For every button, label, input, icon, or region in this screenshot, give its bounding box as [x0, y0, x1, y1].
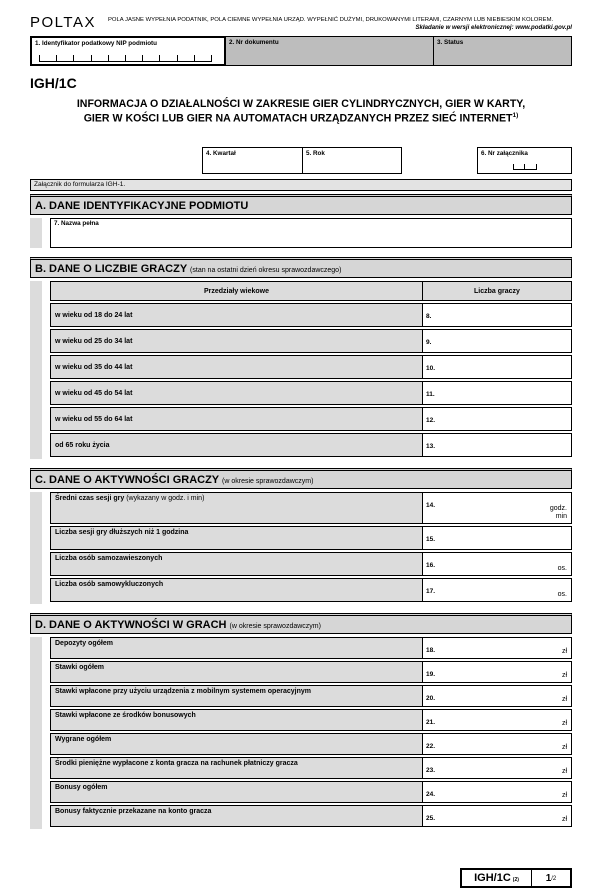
section-d-title: D. DANE O AKTYWNOŚCI W GRACH	[35, 619, 227, 632]
nip-field-label: 1. Identyfikator podatkowy NIP podmiotu	[35, 40, 157, 47]
footer-form-code: IGH/1C (2)	[462, 870, 532, 886]
row-label: w wieku od 18 do 24 lat	[50, 303, 423, 327]
row-label: Liczba sesji gry dłuższych niż 1 godzina	[50, 526, 423, 550]
table-row	[50, 781, 572, 803]
poltax-logo: POLTAX	[30, 14, 96, 31]
table-row	[50, 578, 572, 602]
year-label: 5. Rok	[306, 150, 325, 158]
row-label: Stawki wpłacone przy użyciu urządzenia z mobilnym systemem operacyjnym	[50, 685, 423, 707]
table-row	[50, 805, 572, 827]
field-unit: zł	[561, 696, 567, 704]
row-label: Bonusy faktycznie przekazane na konto gracza	[50, 805, 423, 827]
field-number: 8.	[426, 313, 432, 321]
row-value-field[interactable]	[422, 733, 572, 755]
efiling-note: Składanie w wersji elektronicznej: www.podatki.gov.pl	[415, 24, 572, 31]
row-value-field[interactable]	[422, 661, 572, 683]
footer-page-indicator: 1 /2	[545, 872, 557, 884]
field-unit: godz. min	[549, 504, 567, 521]
row-value-field[interactable]	[422, 781, 572, 803]
row-value-field[interactable]	[422, 578, 572, 602]
section-c-header	[30, 468, 572, 489]
row-label: Środki pieniężne wypłacone z konta gracza na rachunek płatniczy gracza	[50, 757, 423, 779]
row-label: Stawki wpłacone ze środków bonusowych	[50, 709, 423, 731]
left-margin-strip	[30, 218, 42, 248]
table-row	[50, 661, 572, 683]
left-margin-strip	[30, 492, 42, 604]
table-row	[50, 733, 572, 755]
section-c-subtitle: (w okresie sprawozdawczym)	[222, 478, 314, 486]
section-b-body	[30, 278, 572, 465]
form-title-line1: INFORMACJA O DZIAŁALNOŚCI W ZAKRESIE GIER CYLINDRYCZNYCH, GIER W KARTY,	[76, 98, 526, 110]
row-value-field[interactable]	[422, 805, 572, 827]
field-unit: zł	[561, 648, 567, 656]
column-header-age-ranges: Przedziały wiekowe	[50, 281, 423, 301]
section-d-subtitle: (w okresie sprawozdawczym)	[229, 623, 321, 631]
row-value-field[interactable]	[422, 526, 572, 550]
row-value-field[interactable]	[422, 381, 572, 405]
row-value-field[interactable]	[422, 433, 572, 457]
field-unit: zł	[561, 816, 567, 824]
document-number-field[interactable]	[225, 36, 434, 66]
field-number: 19.	[426, 671, 436, 679]
section-c-body	[30, 489, 572, 610]
row-label: Liczba osób samowykluczonych	[50, 578, 423, 602]
row-value-field[interactable]	[422, 552, 572, 576]
status-field[interactable]	[433, 36, 572, 66]
nip-field[interactable]	[30, 36, 226, 66]
row-label: Liczba osób samozawieszonych	[50, 552, 423, 576]
row-value-field[interactable]	[422, 685, 572, 707]
quarter-field[interactable]	[202, 147, 303, 174]
table-row	[50, 552, 572, 576]
field-number: 20.	[426, 695, 436, 703]
field-number: 17.	[426, 588, 436, 596]
table-row	[50, 303, 572, 327]
title-footnote: 1)	[512, 111, 519, 119]
identification-row	[30, 36, 572, 66]
field-unit: zł	[561, 768, 567, 776]
form-title-line2: GIER W KOŚCI LUB GIER NA AUTOMATACH URZĄDZANYCH PRZEZ SIEĆ INTERNET	[83, 112, 513, 125]
field-unit: zł	[561, 792, 567, 800]
section-a-title: A. DANE IDENTYFIKACYJNE PODMIOTU	[35, 200, 249, 213]
field-number: 12.	[426, 417, 436, 425]
document-number-label: 2. Nr dokumentu	[229, 39, 279, 46]
row-label: Depozyty ogółem	[50, 637, 423, 659]
table-row	[50, 685, 572, 707]
field-number: 23.	[426, 767, 436, 775]
field-number: 25.	[426, 815, 436, 823]
row-value-field[interactable]	[422, 355, 572, 379]
field-unit: os.	[557, 565, 567, 573]
attachment-number-label: 6. Nr załącznika	[481, 150, 528, 158]
left-margin-strip	[30, 637, 42, 829]
row-label: Średni czas sesji gry (wykazany w godz. i min)	[50, 492, 423, 524]
year-field[interactable]	[302, 147, 402, 174]
row-label: Bonusy ogółem	[50, 781, 423, 803]
table-row	[50, 407, 572, 431]
left-margin-strip	[30, 281, 42, 459]
field-number: 18.	[426, 647, 436, 655]
full-name-label: 7. Nazwa pełna	[54, 220, 99, 228]
row-value-field[interactable]	[422, 709, 572, 731]
row-label: Wygrane ogółem	[50, 733, 423, 755]
table-row	[50, 526, 572, 550]
field-number: 24.	[426, 791, 436, 799]
top-header	[30, 14, 572, 31]
section-b-subtitle: (stan na ostatni dzień okresu sprawozdawczego)	[190, 267, 342, 275]
field-number: 13.	[426, 443, 436, 451]
section-a-body	[30, 215, 572, 254]
row-value-field[interactable]	[422, 637, 572, 659]
table-row	[50, 355, 572, 379]
attachment-number-comb-input[interactable]	[513, 164, 537, 170]
players-activity-table	[50, 492, 572, 604]
table-row	[50, 433, 572, 457]
row-label: w wieku od 35 do 44 lat	[50, 355, 423, 379]
column-header-players-count: Liczba graczy	[422, 281, 572, 301]
table-row	[50, 637, 572, 659]
footer-form-version: (2)	[512, 876, 519, 883]
row-label: w wieku od 25 do 34 lat	[50, 329, 423, 353]
field-number: 15.	[426, 536, 436, 544]
field-unit: zł	[561, 672, 567, 680]
row-label-note: (wykazany w godz. i min)	[126, 495, 205, 503]
row-value-field[interactable]	[422, 407, 572, 431]
field-number: 16.	[426, 562, 436, 570]
table-row	[50, 492, 572, 524]
players-count-table	[50, 281, 572, 459]
form-code-box	[460, 868, 572, 888]
field-number: 11.	[426, 391, 435, 399]
page-footer	[30, 868, 572, 888]
section-b-title: B. DANE O LICZBIE GRACZY	[35, 263, 187, 276]
period-row	[30, 147, 572, 174]
table-header-row	[50, 281, 572, 301]
form-symbol: IGH/1C	[30, 75, 77, 91]
row-value-field[interactable]	[422, 303, 572, 327]
full-name-field[interactable]	[50, 218, 572, 248]
table-row	[50, 381, 572, 405]
field-number: 22.	[426, 743, 436, 751]
attachment-note-bar: Załącznik do formularza IGH-1.	[30, 179, 572, 191]
nip-comb-input[interactable]	[39, 55, 212, 62]
row-value-field[interactable]	[422, 329, 572, 353]
table-row	[50, 329, 572, 353]
row-label: w wieku od 45 do 54 lat	[50, 381, 423, 405]
games-activity-table	[50, 637, 572, 829]
section-d-header	[30, 613, 572, 634]
row-value-field[interactable]	[422, 492, 572, 524]
table-row	[50, 709, 572, 731]
field-number: 9.	[426, 339, 432, 347]
field-unit: zł	[561, 744, 567, 752]
status-label: 3. Status	[437, 39, 464, 46]
row-value-field[interactable]	[422, 757, 572, 779]
field-number: 21.	[426, 719, 436, 727]
field-number: 10.	[426, 365, 436, 373]
fill-instructions: POLA JASNE WYPEŁNIA PODATNIK, POLA CIEMNE WYPEŁNIA URZĄD. WYPEŁNIĆ DUŻYMI, DRUKOWANYMI LITERAMI, CZARNYM LUB NIEBIESKIM KOLOREM.	[107, 17, 554, 23]
field-unit: zł	[561, 720, 567, 728]
section-c-title: C. DANE O AKTYWNOŚCI GRACZY	[35, 474, 219, 487]
field-number: 14.	[426, 502, 436, 510]
row-label: w wieku od 55 do 64 lat	[50, 407, 423, 431]
table-row	[50, 757, 572, 779]
field-unit: os.	[557, 591, 567, 599]
section-b-header	[30, 257, 572, 278]
row-label: od 65 roku życia	[50, 433, 423, 457]
section-a-header	[30, 194, 572, 215]
attachment-number-field[interactable]	[477, 147, 572, 174]
row-label: Stawki ogółem	[50, 661, 423, 683]
top-notes	[108, 14, 572, 31]
quarter-label: 4. Kwartał	[206, 150, 236, 158]
form-title	[30, 98, 572, 126]
section-d-body	[30, 634, 572, 835]
